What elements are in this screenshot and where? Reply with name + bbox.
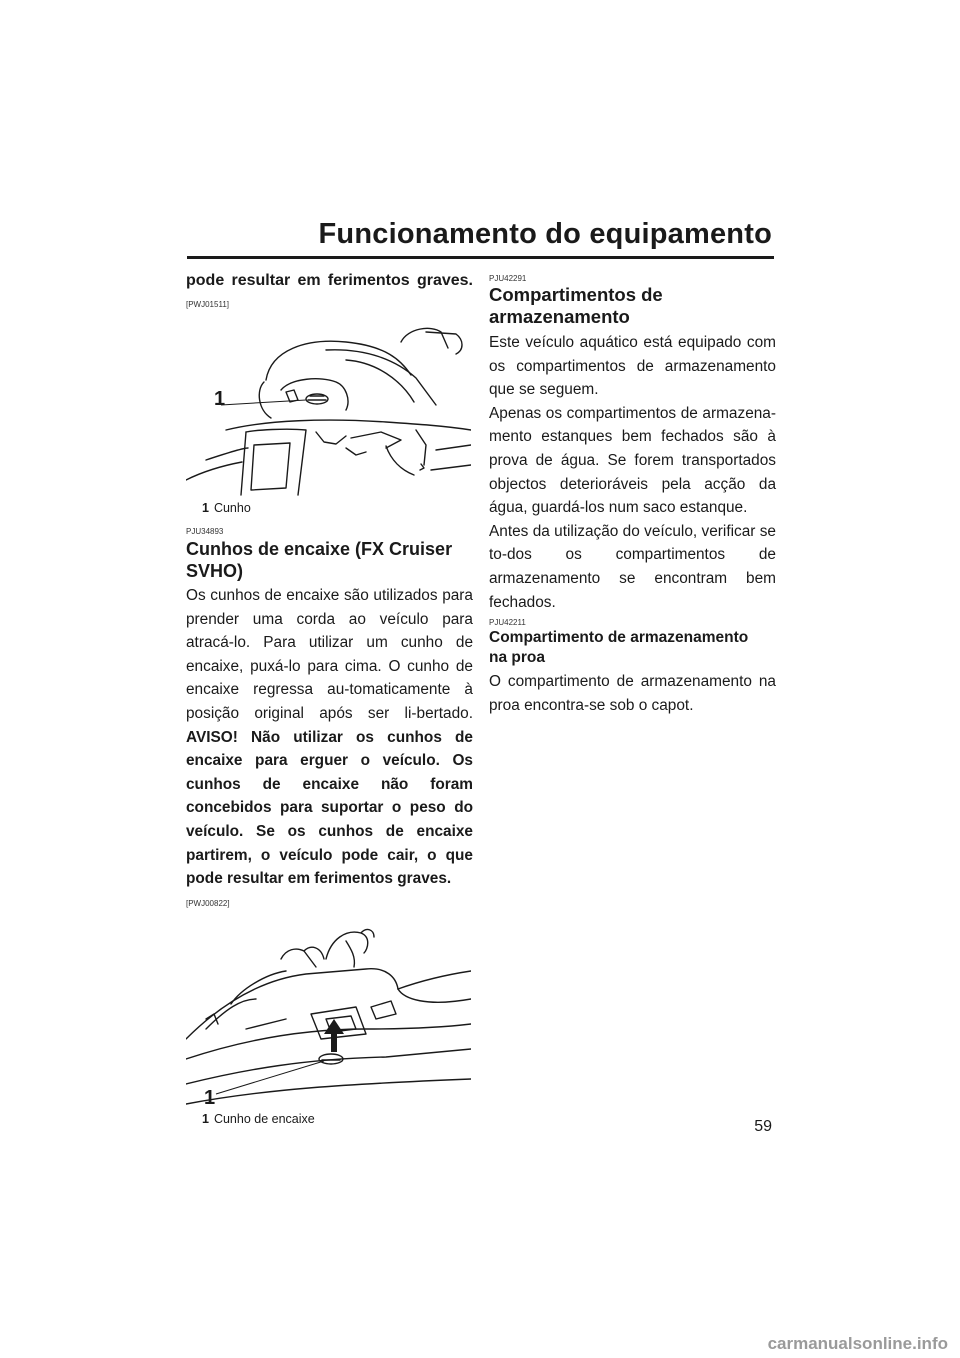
callout-label-1: 1 [214, 388, 226, 410]
section-heading-bow-storage: Compartimento de armazenamento na proa [489, 629, 749, 667]
caption-number: 1 [202, 501, 209, 515]
cleats-warning: AVISO! Não utilizar os cunhos de encaixe para erguer o veículo. Os cunhos de encaixe não foram concebidos para suportar o peso do veículo. Se os cunhos de encaixe partirem, o veículo pode cair, o que pode resultar em ferimentos graves. [186, 728, 473, 888]
section-code-2: PJU42291 [489, 274, 527, 283]
storage-paragraph-1: Este veículo aquático está equipado com os compartimentos de armazenamento que se seguem. [489, 334, 776, 399]
title-rule [187, 256, 774, 259]
warning-code-2: [PWJ00822] [186, 898, 230, 908]
warning-code-1: [PWJ01511] [186, 300, 229, 309]
figure-docking-cleat [186, 919, 473, 1109]
cleats-description: Os cunhos de encaixe são utilizados para prender uma corda ao veículo para atracá-lo. Para utilizar um cunho de encaixe, puxá-lo para cima. O cunho de encaixe regressa au-tomaticamente à posição original após ser li-bertado. [186, 587, 473, 722]
cleat-illustration [186, 320, 471, 498]
section-code-3: PJU42211 [489, 618, 526, 628]
bow-storage-paragraph: O compartimento de armazenamento na proa encontra-se sob o capot. [489, 673, 776, 714]
section-heading-storage: Compartimentos de armazenamento [489, 284, 663, 327]
caption-text: Cunho de encaixe [213, 1111, 315, 1126]
right-column [489, 274, 776, 717]
callout-label-2: 1 [204, 1086, 216, 1109]
caption-text: Cunho [213, 501, 251, 515]
page-number: 59 [754, 1118, 772, 1135]
section-code-1: PJU34893 [186, 527, 224, 536]
docking-cleat-illustration [186, 919, 471, 1109]
page-title: Funcionamento do equipamento [318, 218, 772, 250]
storage-paragraph-3: Antes da utilização do veículo, verificar se to-dos os compartimentos de armazenamento se encontram bem fechados. [489, 522, 776, 611]
figure-caption-1 [202, 500, 473, 516]
section-heading-cleats: Cunhos de encaixe (FX Cruiser SVHO) [186, 539, 453, 581]
left-column [186, 268, 473, 1127]
intro-warning-text: pode resultar em ferimentos graves. [186, 272, 473, 289]
watermark-text: carmanualsonline.info [767, 1334, 948, 1353]
storage-paragraph-2: Apenas os compartimentos de armazena-mento estanques bem fechados são à prova de água. Se forem transportados objectos deterioráveis pela acção da água, guardá-los num saco estanque. [489, 404, 776, 517]
caption-number: 1 [202, 1111, 209, 1126]
figure-caption-2 [202, 1111, 473, 1127]
section-body-cleats [186, 584, 473, 891]
figure-cleat [186, 320, 473, 498]
